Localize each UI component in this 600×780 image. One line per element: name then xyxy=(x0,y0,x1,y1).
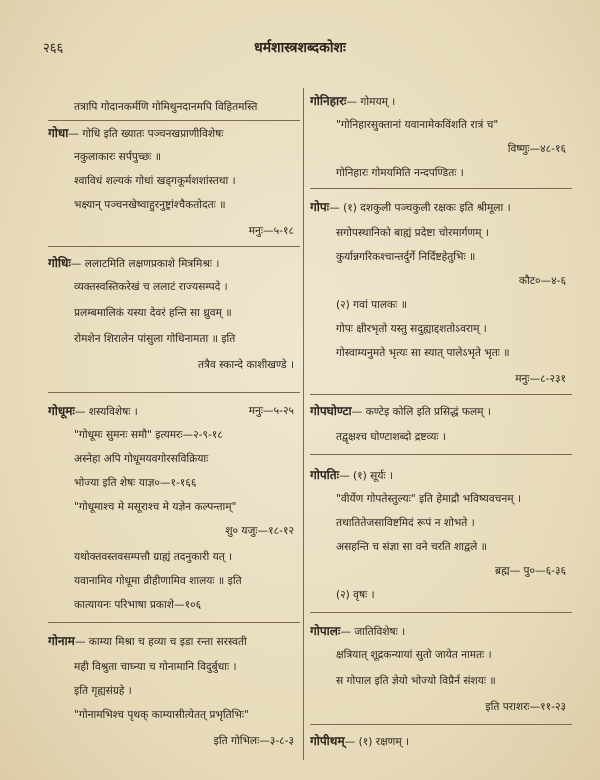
entry-divider xyxy=(310,454,572,455)
entry-text: भक्ष्यान् पञ्चनखेष्वाहुरनुष्ट्रांश्चैकतोदतः ॥ xyxy=(74,199,226,211)
entry-text: सगोपस्थानिको बाह्यं प्रदेष्टा चोरमार्गणम् । xyxy=(336,227,489,239)
entry-text: रोमशेन शिरालेन पांसुला गोधिनामता ॥ इति xyxy=(74,333,236,345)
entry-reference: विष्णुः—४८-१६ xyxy=(507,143,566,155)
headword-gonama: गोनाम xyxy=(48,634,75,648)
entry-reference: ब्रह्म— पु०—६-३६ xyxy=(495,565,566,577)
entry-text: तद्वृक्षश्च घोण्टाशब्दो द्रष्टव्यः । xyxy=(336,431,446,443)
headword-godhih: गोधिः xyxy=(48,256,71,270)
entry-text: "गोनिहारसुक्तानां यवानामेकविंशति रात्रं च" xyxy=(336,119,499,131)
entry-godha-line: गोधा— गोधि इति ख्यातः पञ्चनखप्राणीविशेषः xyxy=(48,126,224,140)
right-column xyxy=(310,88,572,760)
entry-text: तत्रैव स्कान्दे काशीखण्डे । xyxy=(198,359,294,371)
entry-text: मही विश्रुता चाघ्न्या च गोनामानि विदुर्बुधाः । xyxy=(74,661,237,673)
entry-divider xyxy=(310,188,572,189)
headword-godhumah: गोधूमः xyxy=(48,404,75,418)
entry-gopalah-line: गोपालः— जातिविशेषः । xyxy=(310,624,406,638)
entry-text: असहन्ति च संज्ञा सा वने चरति शाद्वले ॥ xyxy=(336,541,488,553)
entry-text: व्यक्तस्वस्तिकरेखं च ललाटं राज्यसम्पदे । xyxy=(74,281,228,293)
entry-text: (२) वृषः । xyxy=(336,589,375,601)
entry-godhumah-line: गोधूमः— शस्यविशेषः । xyxy=(48,404,138,418)
headword-gopatih: गोपतिः xyxy=(310,468,340,482)
entry-text: (२) गवां पालकः ॥ xyxy=(336,299,408,311)
page-number: २६६ xyxy=(43,41,64,56)
entry-reference: मनुः—८-२३१ xyxy=(515,373,566,385)
entry-gopah-line: गोपः— (१) दशकुली पञ्चकुली रक्षकः इति श्रीमूला । xyxy=(310,200,511,214)
entry-text: स गोपाल इति ज्ञेयो भोज्यो विप्रैर्न संशयः ॥ xyxy=(336,675,496,687)
entry-text: "गोधूमः सुमनः समौ" इत्यमरः—२-९-१८ xyxy=(74,429,223,441)
entry-godhih-line: गोधिः— ललाटमिति लक्षणप्रकाशे मित्रमिश्रः । xyxy=(48,256,220,270)
page-header xyxy=(0,38,600,60)
entry-text: कात्यायनः परिभाषा प्रकाशे—१०६ xyxy=(74,599,202,611)
column-divider xyxy=(303,88,304,760)
entry-reference: मनुः—५-२५ xyxy=(248,405,294,417)
entry-text: अस्नेहा अपि गोधूमयवगोरसविक्रियाः xyxy=(74,453,209,465)
entry-divider xyxy=(310,612,572,613)
entry-text: गोपः क्षीरभृतो यस्तु सदुह्याद्दशतोऽवराम् । xyxy=(336,323,487,335)
entry-reference: इति गोभिलः—३-८-३ xyxy=(213,735,294,747)
headword-gonihara: गोनिहारः xyxy=(310,94,347,108)
headword-gopitham: गोपीथम् xyxy=(310,734,345,748)
left-column xyxy=(48,88,300,760)
entry-text: गोनिहारः गोमयमिति नन्दपण्डितः । xyxy=(336,167,464,179)
entry-text: "वीर्येण गोपतेस्तुल्यः" इति हेमाद्रौ भविष्यवचनम् । xyxy=(336,493,521,505)
entry-text: श्वाविधं शल्यकं गोधां खड्गकूर्मशशांस्तथा । xyxy=(74,175,236,187)
entry-reference: इति पराशरः—११-२३ xyxy=(485,701,566,713)
entry-text: भोज्या इति शेषः याज्ञ०—१-१६६ xyxy=(74,477,197,489)
entry-gonama-line: गोनाम— काम्या मिश्रा च हव्या च इडा रन्ता सरस्वती xyxy=(48,634,247,648)
entry-text: "गोनामभिश्च पृथक् काम्यासीत्येतत् प्रभृतिभिः" xyxy=(74,709,249,721)
intro-line: तत्रापि गोदानकर्मणि गोमिथुनदानमपि विहितमस्ति xyxy=(74,101,258,113)
entry-text: यथोक्तवस्तवसम्पत्तौ ग्राह्यं तदनुकारी यत् । xyxy=(74,551,233,563)
headword-gopaghonta: गोपघोण्टा xyxy=(310,404,352,418)
entry-divider xyxy=(48,622,300,623)
headword-gopah: गोपः xyxy=(310,200,330,214)
entry-divider xyxy=(310,394,572,395)
headword-godha: गोधा xyxy=(48,126,69,140)
entry-divider xyxy=(48,392,300,393)
entry-text: इति गृह्यसंग्रहे । xyxy=(74,685,132,697)
running-title: धर्मशास्त्रशब्दकोशः xyxy=(254,40,346,56)
entry-divider xyxy=(310,724,572,725)
entry-text: यवानामिव गोधूमा व्रीहीणामिव शालयः ॥ इति xyxy=(74,575,242,587)
entry-reference: कौट०—४-६ xyxy=(518,275,566,287)
entry-text: गोस्वाम्यनुमते भृत्यः सा स्यात् पालेऽभृते भृतः ॥ xyxy=(336,347,510,359)
entry-text: "गोधूमाश्च मे मसूराश्च मे यज्ञेन कल्पन्ताम्" xyxy=(74,501,237,513)
entry-reference: शु० यजुः—१८-१२ xyxy=(225,525,294,537)
entry-reference: मनुः—५-१८ xyxy=(248,225,294,237)
entry-gopitham-line: गोपीथम्— (१) रक्षणम् । xyxy=(310,734,410,748)
entry-gopatih-line: गोपतिः— (१) सूर्यः । xyxy=(310,468,393,482)
entry-divider xyxy=(48,246,300,247)
entry-text: कुर्यान्नगरिकश्चान्तर्दुर्गे निर्दिष्टहेतुभिः ॥ xyxy=(336,251,476,263)
headword-gopalah: गोपालः xyxy=(310,624,341,638)
entry-divider xyxy=(48,120,300,121)
entry-gonihara-line: गोनिहारः— गोमयम् । xyxy=(310,94,396,108)
entry-text: प्रलम्बमालिकं यस्या देवरं हन्ति सा ध्रुवम् ॥ xyxy=(74,307,232,319)
entry-text: क्षत्रियात् शूद्रकन्यायां सुतो जायेत नामतः । xyxy=(336,649,492,661)
entry-gopaghonta-line: गोपघोण्टा— कण्टेइ कोलि इति प्रसिद्धं फलम् । xyxy=(310,404,491,418)
entry-text: नकुलाकारः सर्पपुच्छः ॥ xyxy=(74,151,162,163)
entry-text: तथातितेजसाविष्टमिदं रूपं न शोभते । xyxy=(336,517,475,529)
